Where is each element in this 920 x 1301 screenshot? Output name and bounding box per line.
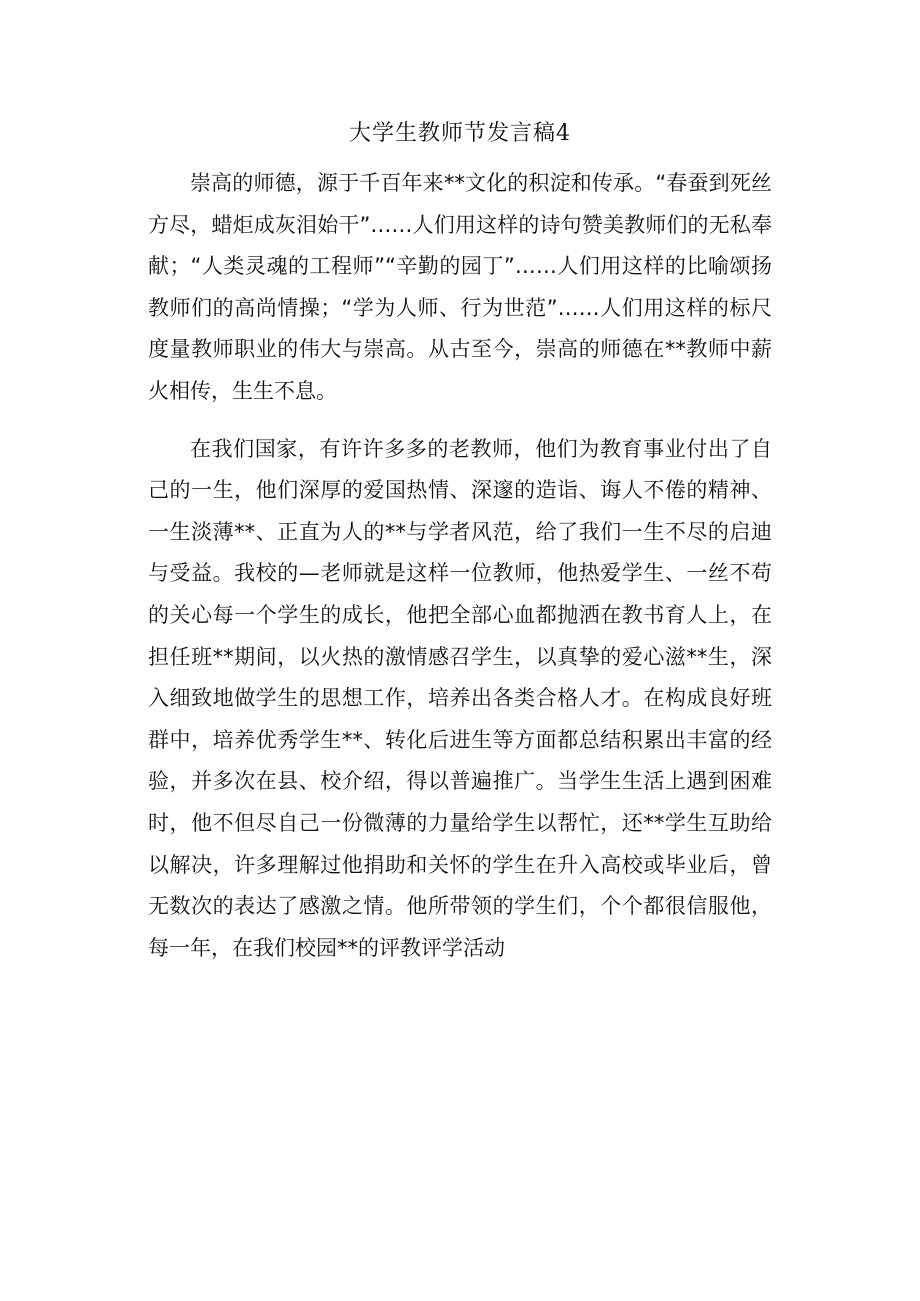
document-body	[148, 163, 772, 985]
document-title: 大学生教师节发言稿4	[349, 121, 571, 146]
paragraph-1: 崇高的师德，源于千百年来**文化的积淀和传承。“春蚕到死丝方尽，蜡炬成灰泪始干”……人们用这样的诗句赞美教师们的无私奉献；“人类灵魂的工程师”“辛勤的园丁”……人们用这样的比喻颂扬教师们的高尚情操；“学为人师、行为世范”……人们用这样的标尺度量教师职业的伟大与崇高。从古至今，崇高的师德在**教师中薪火相传，生生不息。	[148, 171, 772, 403]
paragraph-2: 在我们国家，有许许多多的老教师，他们为教育事业付出了自己的一生，他们深厚的爱国热情、深邃的造诣、诲人不倦的精神、一生淡薄**、正直为人的**与学者风范，给了我们一生不尽的启迪与受益。我校的—老师就是这样一位教师，他热爱学生、一丝不苟的关心每一个学生的成长，他把全部心血都抛洒在教书育人上，在担任班**期间，以火热的激情感召学生，以真挚的爱心滋**生，深入细致地做学生的思想工作，培养出各类合格人才。在构成良好班群中，培养优秀学生**、转化后进生等方面都总结积累出丰富的经验，并多次在县、校介绍，得以普遍推广。当学生生活上遇到困难时，他不但尽自己一份微薄的力量给学生以帮忙，还**学生互助给以解决，许多理解过他捐助和关怀的学生在升入高校或毕业后，曾无数次的表达了感激之情。他所带领的学生们，个个都很信服他，每一年，在我们校园**的评教评学活动	[148, 436, 772, 960]
